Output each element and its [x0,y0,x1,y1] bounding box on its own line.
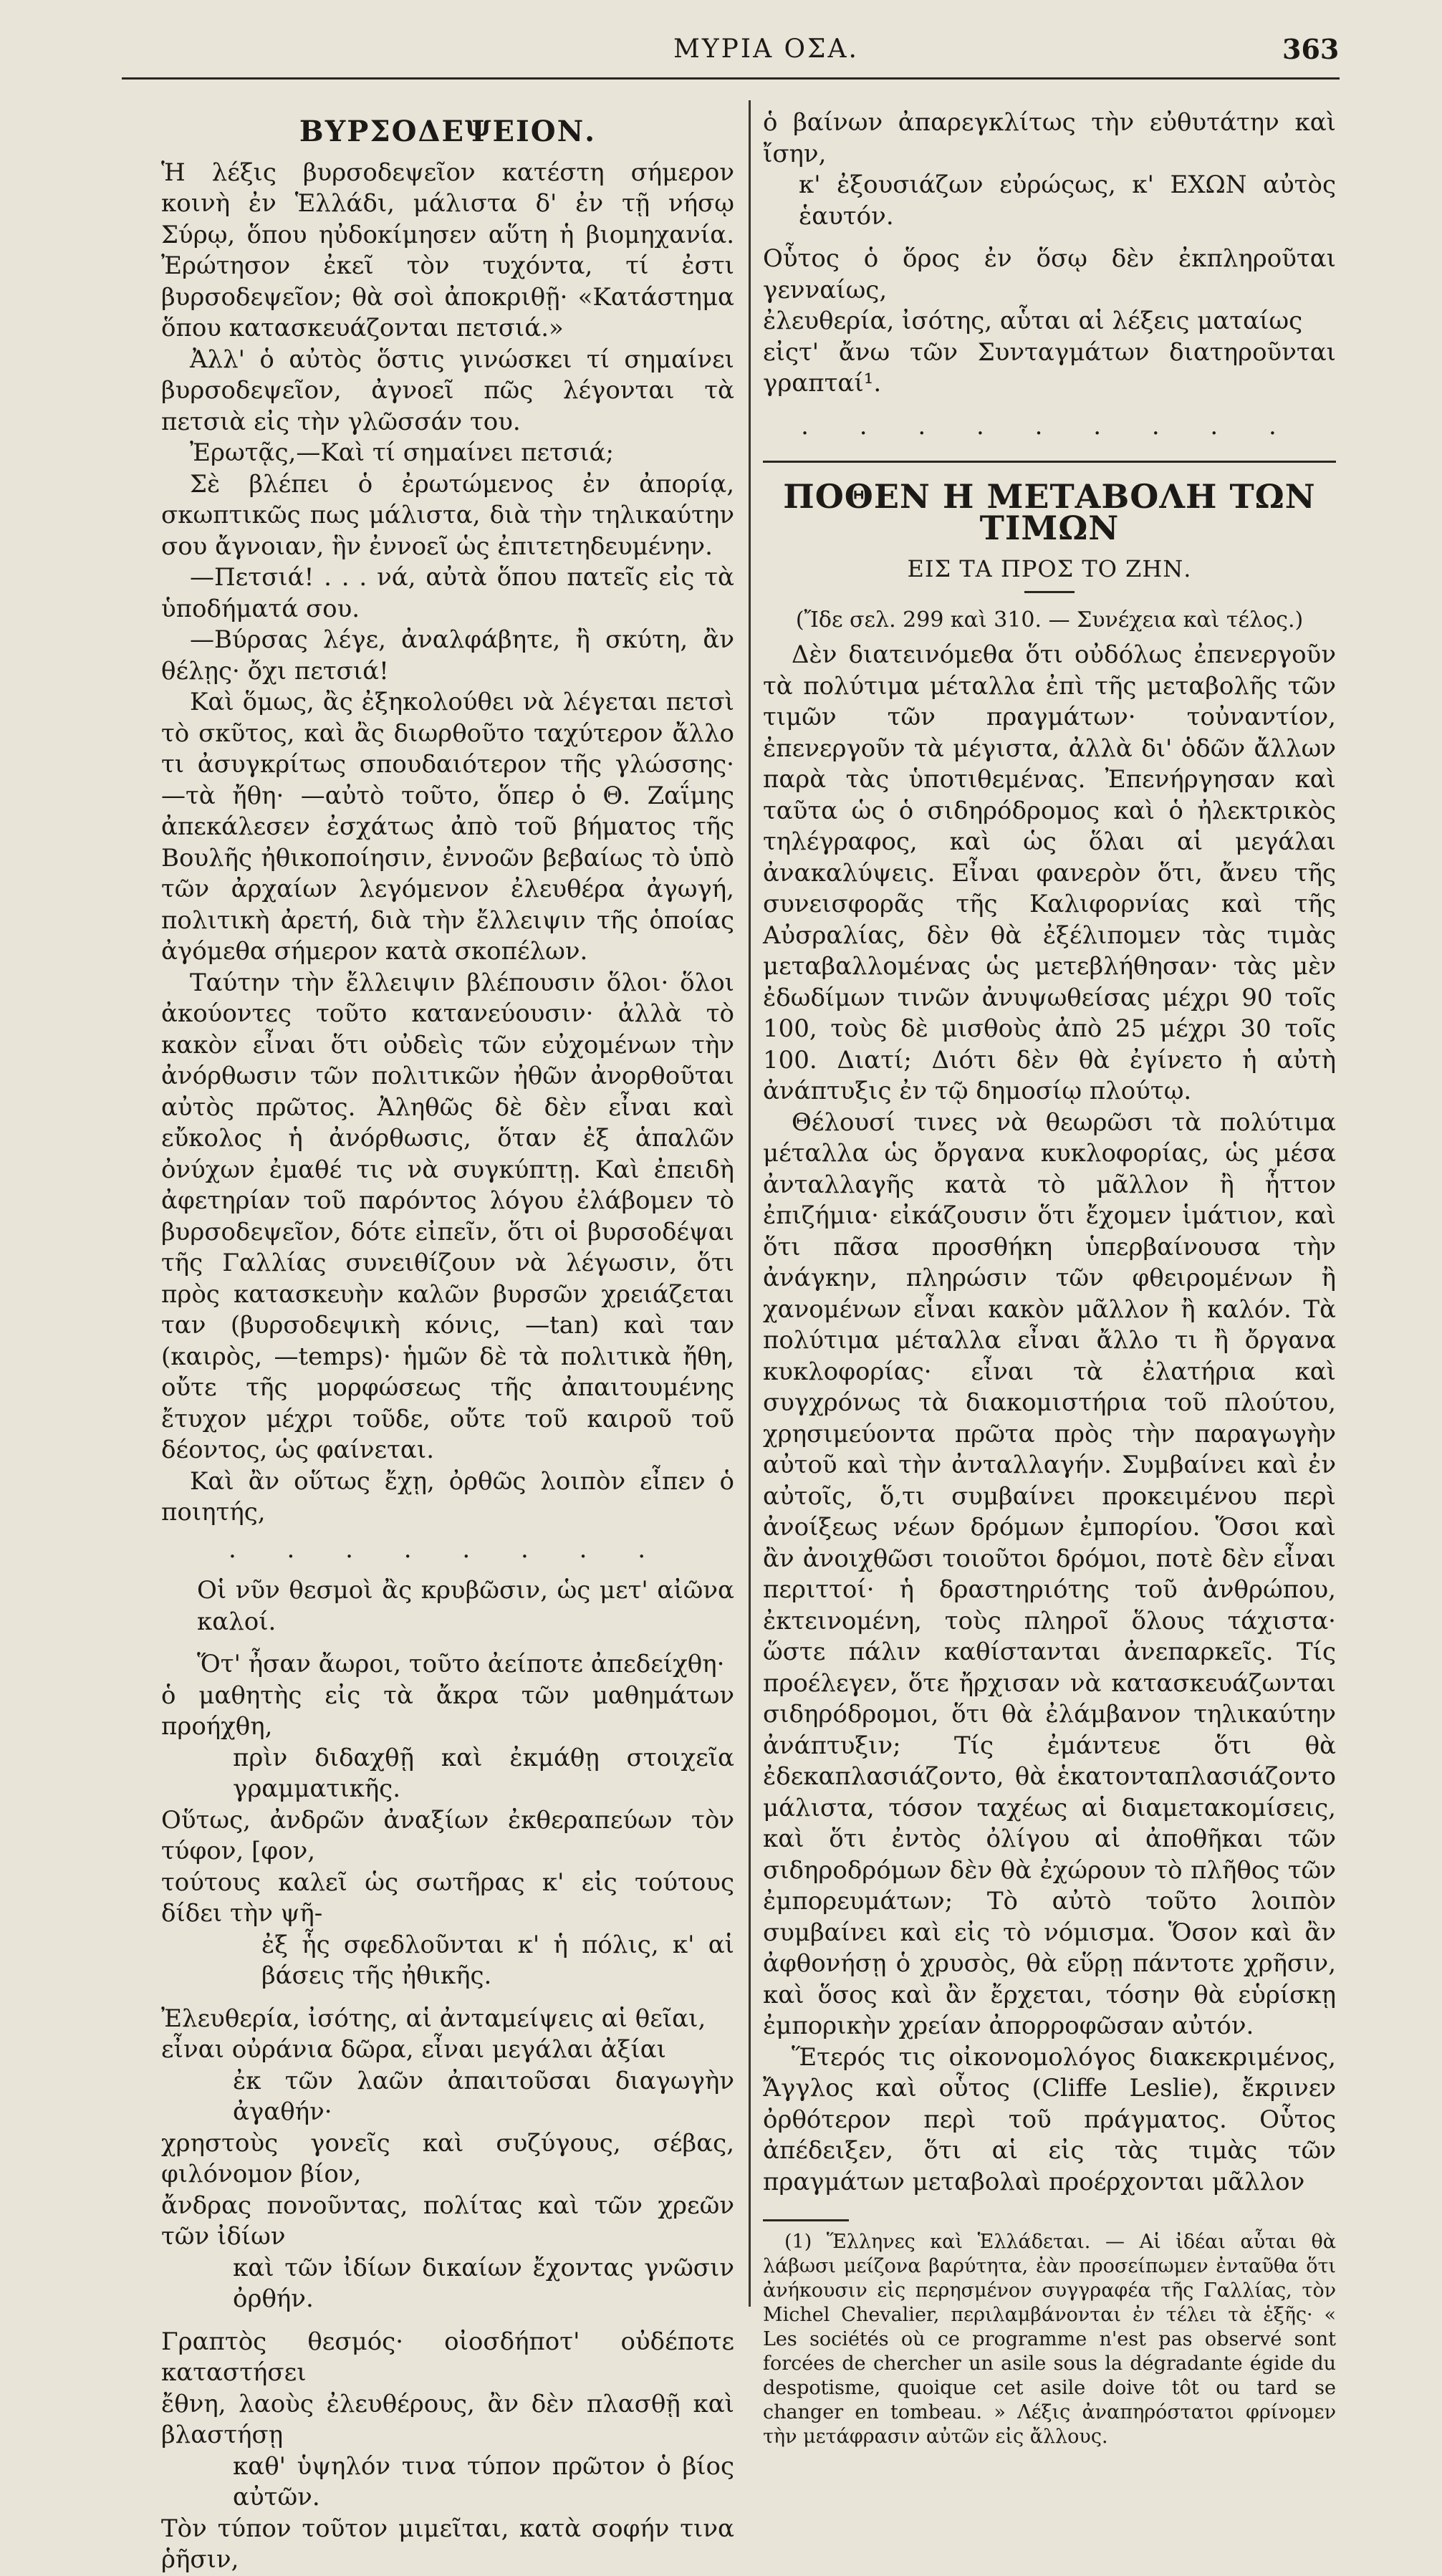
paragraph: Σὲ βλέπει ὁ ἐρωτώμενος ἐν ἀπορίᾳ, σκωπτικῶς πως μάλιστα, διὰ τὴν τηλικαύτην σου ἄγνοιαν, ἣν ἐννοεῖ ὡς ἐπιτετηδευμένην. [161,469,734,561]
verse-line: Ἐλευθερία, ἰσότης, αἱ ἀνταμείψεις αἱ θεῖαι, [161,2004,706,2033]
paragraph: Ἕτερός τις οἰκονομολόγος διακεκριμένος, Ἄγγλος καὶ οὗτος (Cliffe Leslie), ἔκρινεν ὀρθότερον περὶ τοῦ πράγματος. Οὗτος ἀπέδειξεν, ὅτι αἱ εἰς τὰς τιμὰς τῶν πραγμάτων μεταβολαὶ προέρχονται μᾶλλον [763,2042,1336,2196]
verse-line: καὶ τῶν ἰδίων δικαίων ἔχοντας γνῶσιν ὀρθήν. [233,2253,734,2313]
verse-stanza [161,1575,734,1638]
paragraph: Δὲν διατεινόμεθα ὅτι οὐδόλως ἐπενεργοῦν τὰ πολύτιμα μέταλλα ἐπὶ τῆς μεταβολῆς τῶν τιμῶν τῶν πραγμάτων· τοὐναντίον, ἐπενεργοῦν τὰ μέγιστα, ἀλλὰ δι' ὁδῶν ἄλλων παρὰ τὰς ὑποτιθεμένας. Ἐπενήργησαν καὶ ταῦτα ὡς ὁ σιδηρόδρομος καὶ ὁ ἠλεκτρικὸς τηλέγραφος, καὶ ὡς ὅλαι αἱ μεγάλαι ἀνακαλύψεις. Εἶναι φανερὸν ὅτι, ἄνευ τῆς συνεισφορᾶς τῆς Καλιφορνίας καὶ τῆς Αὐσραλίας, δὲν θὰ ἐξέλιπομεν τὰς τιμὰς μεταβαλλομένας ὡς μετεβλήθησαν· τὰς μὲν ἐδωδίμων τινῶν ἀνυψωθείσας μέχρι 90 τοῖς 100, τοὺς δὲ μισθοὺς ἀπὸ 25 μέχρι 30 τοῖς 100. Διατί; Διότι δὲν θὰ ἐγίνετο ἡ αὐτὴ ἀνάπτυξις ἐν τῷ δημοσίῳ πλούτῳ. [763,640,1336,1105]
verse-line: χρηστοὺς γονεῖς καὶ συζύγους, σέβας, φιλόνομον βίον, [161,2128,734,2188]
verse-line: ἔθνη, λαοὺς ἐλευθέρους, ἂν δὲν πλασθῇ καὶ βλαστήσῃ [161,2389,734,2449]
paragraph: Ταύτην τὴν ἔλλειψιν βλέπουσιν ὅλοι· ὅλοι ἀκούοντες τοῦτο κατανεύουσιν· ἀλλὰ τὸ κακὸν εἶναι ὅτι οὐδεὶς τῶν εὐχομένων τὴν ἀνόρθωσιν τῶν πολιτικῶν ἠθῶν ἀνορθοῦται αὐτὸς πρῶτος. Ἀληθῶς δὲ δὲν εἶναι καὶ εὔκολος ἡ ἀνόρθωσις, ὅταν ἐξ ἁπαλῶν ὀνύχων ἐμαθέ τις νὰ συγκύπτῃ. Καὶ ἐπειδὴ ἀφετηρίαν τοῦ παρόντος λόγου ἐλάβομεν τὸ βυρσοδεψεῖον, δότε εἰπεῖν, ὅτι οἱ βυρσοδέψαι τῆς Γαλλίας συνειθίζουν νὰ λέγωσιν, ὅτι πρὸς κατασκευὴν καλῶν βυρσῶν χρειάζεται ταν (βυρσοδεψικὴ κόνις, —tan) καὶ ταν (καιρὸς, —temps)· ἡμῶν δὲ τὰ πολιτικὰ ἤθη, οὔτε τῆς μορφώσεως τῆς ἀπαιτουμένης ἔτυχον μέχρι τοῦδε, οὔτε τοῦ καιροῦ τοῦ δέοντος, ὡς φαίνεται. [161,968,734,1464]
verse-line: Οἱ νῦν θεσμοὶ ἂς κρυβῶσιν, ὡς μετ' αἰῶνα καλοί. [197,1576,734,1636]
verse-line: εἶναι οὐράνια δῶρα, εἶναι μεγάλαι ἀξίαι [161,2035,666,2064]
running-title: ΜΥΡΙΑ ΟΣΑ. [673,34,859,64]
verse-line: ἐκ τῶν λαῶν ἀπαιτοῦσαι διαγωγὴν ἀγαθήν· [233,2066,734,2126]
column-divider [749,100,751,2307]
verse-line: ὁ βαίνων ἀπαρεγκλίτως τὴν εὐθυτάτην καὶ ἴσην, [763,108,1336,168]
verse-line: Ὅτ' ἦσαν ἄωροι, τοῦτο ἀείποτε ἀπεδείχθη· [197,1650,725,1678]
section-subtitle: ΕΙΣ ΤΑ ΠΡΟΣ ΤΟ ΖΗΝ. [907,555,1192,582]
section-rule [763,461,1336,463]
verse-line: Οὗτος ὁ ὅρος ἐν ὅσῳ δὲν ἐκπληροῦται γενναίως, [763,244,1336,304]
paragraph: Ἐρωτᾷς,—Καὶ τί σημαίνει πετσιά; [190,438,614,467]
verse-stanza [763,244,1336,400]
section-title-prices: ΠΟΘΕΝ Η ΜΕΤΑΒΟΛΗ ΤΩΝ ΤΙΜΩΝ [783,477,1316,547]
continuation-note: (Ἴδε σελ. 299 καὶ 310. — Συνέχεια καὶ τέλος.) [795,607,1304,633]
paragraph: —Πετσιά! . . . νά, αὐτὰ ὅπου πατεῖς εἰς τὰ ὑποδήματά σου. [161,563,734,623]
short-rule [1024,591,1075,593]
verse-stanza [763,107,1336,232]
verse-line: Τὸν τύπον τοῦτον μιμεῖται, κατὰ σοφήν τινα ῥῆσιν, [161,2514,734,2574]
verse-line: καθ' ὑψηλόν τινα τύπον πρῶτον ὁ βίος αὐτῶν. [233,2451,734,2512]
right-column [763,107,1336,2448]
section-title-tannery: ΒΥΡΣΟΔΕΨΕΙΟΝ. [299,115,597,148]
paragraph: Ἀλλ' ὁ αὐτὸς ὅστις γινώσκει τί σημαίνει βυρσοδεψεῖον, ἀγνοεῖ πῶς λέγονται τὰ πετσιὰ εἰς τὴν γλῶσσάν του. [161,345,734,436]
verse-line: εἰςτ' ἄνω τῶν Συνταγμάτων διατηροῦνται γραπταί¹. [763,337,1336,398]
verse-stanza [161,2004,734,2315]
verse-line: πρὶν διδαχθῇ καὶ ἐκμάθῃ στοιχεῖα γραμματικῆς. [233,1743,734,1803]
verse-line: Οὕτως, ἀνδρῶν ἀναξίων ἐκθεραπεύων τὸν τύφον, [φον, [161,1805,734,1865]
paragraph: Καὶ ἂν οὕτως ἔχῃ, ὀρθῶς λοιπὸν εἶπεν ὁ ποιητής, [161,1466,734,1527]
verse-line: ἐλευθερία, ἰσότης, αὗται αἱ λέξεις ματαίως [763,307,1303,335]
verse-line: ἄνδρας πονοῦντας, πολίτας καὶ τῶν χρεῶν τῶν ἰδίων [161,2191,734,2251]
footnote-rule [763,2219,849,2221]
verse-stanza [161,1649,734,1992]
header-rule [122,77,1340,80]
footnote-text: (1) Ἕλληνες καὶ Ἑλλάδεται. — Αἱ ἰδέαι αὗται θὰ λάβωσι μείζονα βαρύτητα, ἐὰν προσείπωμεν ἐνταῦθα ὅτι ἀνήκουσιν εἰς περησμένον συγγραφέα τῆς Γαλλίας, τὸν Michel Chevalier, περιλαμβάνονται ἐν τέλει τὰ ἑξῆς· « Les sociétés où ce programme n'est pas observé sont forcées de chercher un asile sous la dégradante égide du despotisme, quoique cet asile doive tôt ou tard se changer en tombeau. » Λέξις ἀναπηρόστατοι φρίνομεν τὴν μετάφρασιν αὐτῶν εἰς ἄλλους. [763,2231,1336,2448]
verse-line: ὁ μαθητὴς εἰς τὰ ἄκρα τῶν μαθημάτων προήχθη, [161,1681,734,1741]
verse-line: κ' ἐξουσιάζων εὐρώςως, κ' ΕΧΩΝ αὐτὸς ἑαυτόν. [799,170,1336,231]
ellipsis-line: . . . . . . . . [228,1534,668,1564]
verse-line: ἐξ ἧς σφεδλοῦνται κ' ἡ πόλις, κ' αἱ βάσεις τῆς ἠθικῆς. [261,1930,734,1990]
verse-line: τούτους καλεῖ ὡς σωτῆρας κ' εἰς τούτους δίδει τὴν ψῆ- [161,1868,734,1928]
ellipsis-line: . . . . . . . . . [801,411,1298,441]
footnote [763,2230,1336,2449]
paragraph: —Βύρσας λέγε, ἀναλφάβητε, ἢ σκύτη, ἂν θέλῃς· ὄχι πετσιά! [161,625,734,686]
paragraph: Ἡ λέξις βυρσοδεψεῖον κατέστη σήμερον κοινὴ ἐν Ἑλλάδι, μάλιστα δ' ἐν τῇ νήσῳ Σύρῳ, ὅπου ηὐδοκίμησεν αὕτη ἡ βιομηχανία. Ἐρώτησον ἐκεῖ τὸν τυχόντα, τί ἐστι βυρσοδεψεῖον; θὰ σοὶ ἀποκριθῇ· «Κατάστημα ὅπου κατασκευάζονται πετσιά.» [161,158,734,342]
running-head [0,29,1442,72]
page-number: 363 [1282,33,1340,65]
verse-line: Γραπτὸς θεσμός· οἰοσδήποτ' οὐδέποτε καταστήσει [161,2327,734,2387]
paragraph: Καὶ ὅμως, ἂς ἐξηκολούθει νὰ λέγεται πετσὶ τὸ σκῦτος, καὶ ἂς διωρθοῦτο ταχύτερον ἄλλο τι ἀσυγκρίτως σπουδαιότερον τῆς γλώσσης· —τὰ ἤθη· —αὐτὸ τοῦτο, ὅπερ ὁ Θ. Ζαΐμης ἀπεκάλεσεν ἐσχάτως ἀπὸ τοῦ βήματος τῆς Βουλῆς ἠθικοποίησιν, ἐννοῶν βεβαίως τὸ ὑπὸ τῶν ἀρχαίων λεγόμενον ἐλευθέρα ἀγωγή, πολιτικὴ ἀρετή, διὰ τὴν ἔλλειψιν τῆς ὁποίας ἀγόμεθα σήμερον κατὰ σκοπέλων. [161,688,734,966]
verse-stanza [161,2327,734,2576]
left-column [161,107,734,2574]
paragraph: Θέλουσί τινες νὰ θεωρῶσι τὰ πολύτιμα μέταλλα ὡς ὄργανα κυκλοφορίας, ὡς μέσα ἀνταλλαγῆς κατὰ τὸ μᾶλλον ἢ ἧττον ἐπιζήμια· εἰκάζουσιν ὅτι ἔχομεν ἱμάτιον, καὶ ὅτι πᾶσα προσθήκη ὑπερβαίνουσα τὴν ἀνάγκην, πληρώσιν τῶν φθειρομένων ἢ χανομένων εἶναι κακὸν μᾶλλον ἢ καλόν. Τὰ πολύτιμα μέταλλα εἶναι ἄλλο τι ἢ ὄργανα κυκλοφορίας· εἶναι τὰ ἐλατήρια καὶ συγχρόνως τὰ διακομιστήρια τοῦ πλούτου, χρησιμεύοντα πρῶτα πρὸς τὴν παραγωγὴν αὐτοῦ καὶ τὴν ἀνταλλαγήν. Συμβαίνει καὶ ἐν αὐτοῖς, ὅ,τι συμβαίνει προκειμένου περὶ ἀνοίξεως νέων δρόμων ἐμπορίου. Ὅσοι καὶ ἂν ἀνοιχθῶσι τοιοῦτοι δρόμοι, ποτὲ δὲν εἶναι περιττοί· ἡ δραστηριότης τοῦ ἀνθρώπου, ἐκτεινομένη, τοὺς πληροῖ ὅλους τάχιστα· ὥστε πάλιν καθίστανται ἀνεπαρκεῖς. Τίς προέλεγεν, ὅτε ἤρχισαν νὰ κατασκευάζωνται σιδηρόδρομοι, ὅτι θὰ ἐλάμβανον τηλικαύτην ἀνάπτυξιν; Τίς ἐμάντευε ὅτι θὰ ἐδεκαπλασιάζοντο, θὰ ἑκατονταπλασιάζοντο μάλιστα, τόσον ταχέως αἱ διαμετακομίσεις, καὶ ὅτι ἐντὸς ὀλίγου αἱ ἀποθῆκαι τῶν σιδηροδρόμων δὲν θὰ ἐχώρουν τὸ πλῆθος τῶν ἐμπορευμάτων; Τὸ αὐτὸ τοῦτο λοιπὸν συμβαίνει καὶ εἰς τὸ νόμισμα. Ὅσον καὶ ἂν ἀφθονήσῃ ὁ χρυσὸς, θὰ εὕρῃ πάντοτε χρῆσιν, καὶ ὅσος καὶ ἂν ἔρχεται, τόσην θὰ εὑρίσκῃ ἐμπορικὴν χρείαν ἀπορροφῶσαν αὐτόν. [763,1107,1336,2040]
